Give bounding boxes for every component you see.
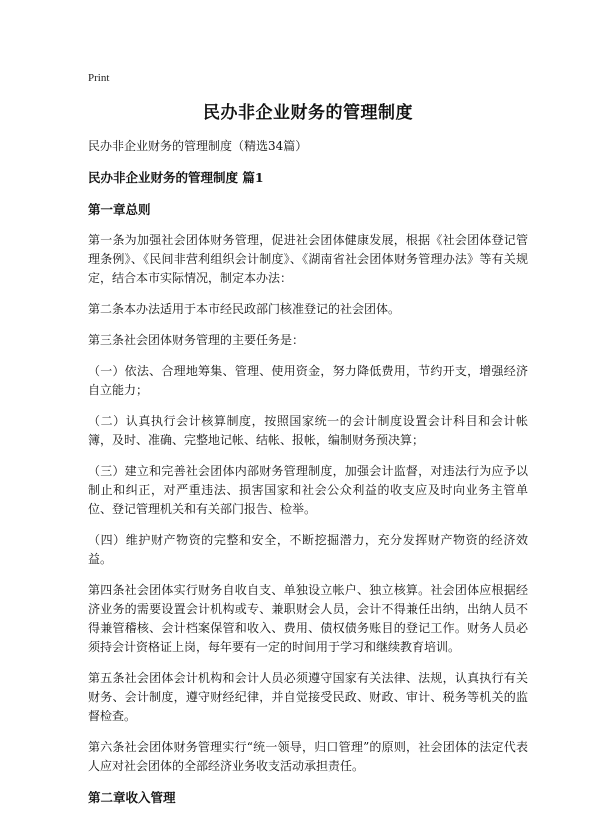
document-page [88, 66, 528, 819]
print-link[interactable]: Print [88, 72, 110, 84]
paragraph-article-6: 第六条社会团体财务管理实行“统一领导，归口管理”的原则，社会团体的法定代表人应对社会团体的全部经济业务收支活动承担责任。 [88, 740, 528, 773]
paragraph-item-3: （三）建立和完善社会团体内部财务管理制度，加强会计监督，对违法行为应予以制止和纠正，对严重违法、损害国家和社会公众利益的收支应及时向业务主管单位、登记管理机关和有关部门报告、检举。 [88, 464, 528, 516]
chapter-heading-1: 第一章总则 [88, 202, 151, 217]
paragraph-article-5: 第五条社会团体会计机构和会计人员必须遵守国家有关法律、法规，认真执行有关财务、会计制度，遵守财经纪律，并自觉接受民政、财政、审计、税务等机关的监督检查。 [88, 671, 528, 723]
paragraph-article-2: 第二条本办法适用于本市经民政部门核准登记的社会团体。 [88, 302, 401, 316]
chapter-heading-2: 第二章收入管理 [88, 790, 176, 805]
paragraph-item-4: （四）维护财产物资的完整和安全，不断挖掘潜力，充分发挥财产物资的经济效益。 [88, 533, 528, 566]
paragraph-article-1: 第一条为加强社会团体财务管理，促进社会团体健康发展，根据《社会团体登记管理条例》、《民间非营利组织会计制度》、《湖南省社会团体财务管理办法》等有关规定，结合本市实际情况，制定本办法： [88, 233, 528, 285]
document-title: 民办非企业财务的管理制度 [203, 103, 413, 123]
document-subtitle: 民办非企业财务的管理制度（精选34篇） [88, 139, 308, 153]
paragraph-item-2: （二）认真执行会计核算制度，按照国家统一的会计制度设置会计科目和会计帐簿，及时、准确、完整地记帐、结帐、报帐，编制财务预决算； [88, 414, 528, 447]
paragraph-article-4: 第四条社会团体实行财务自收自支、单独设立帐户、独立核算。社会团体应根据经济业务的需要设置会计机构或专、兼职财会人员，会计不得兼任出纳，出纳人员不得兼管稽核、会计档案保管和收入、费用、债权债务账目的登记工作。财务人员必须持会计资格证上岗，每年要有一定的时间用于学习和继续教育培训。 [88, 583, 528, 654]
section-heading: 民办非企业财务的管理制度 篇1 [88, 170, 264, 185]
paragraph-item-1: （一）依法、合理地筹集、管理、使用资金，努力降低费用，节约开支，增强经济自立能力； [88, 364, 528, 397]
paragraph-article-3: 第三条社会团体财务管理的主要任务是： [88, 333, 305, 347]
